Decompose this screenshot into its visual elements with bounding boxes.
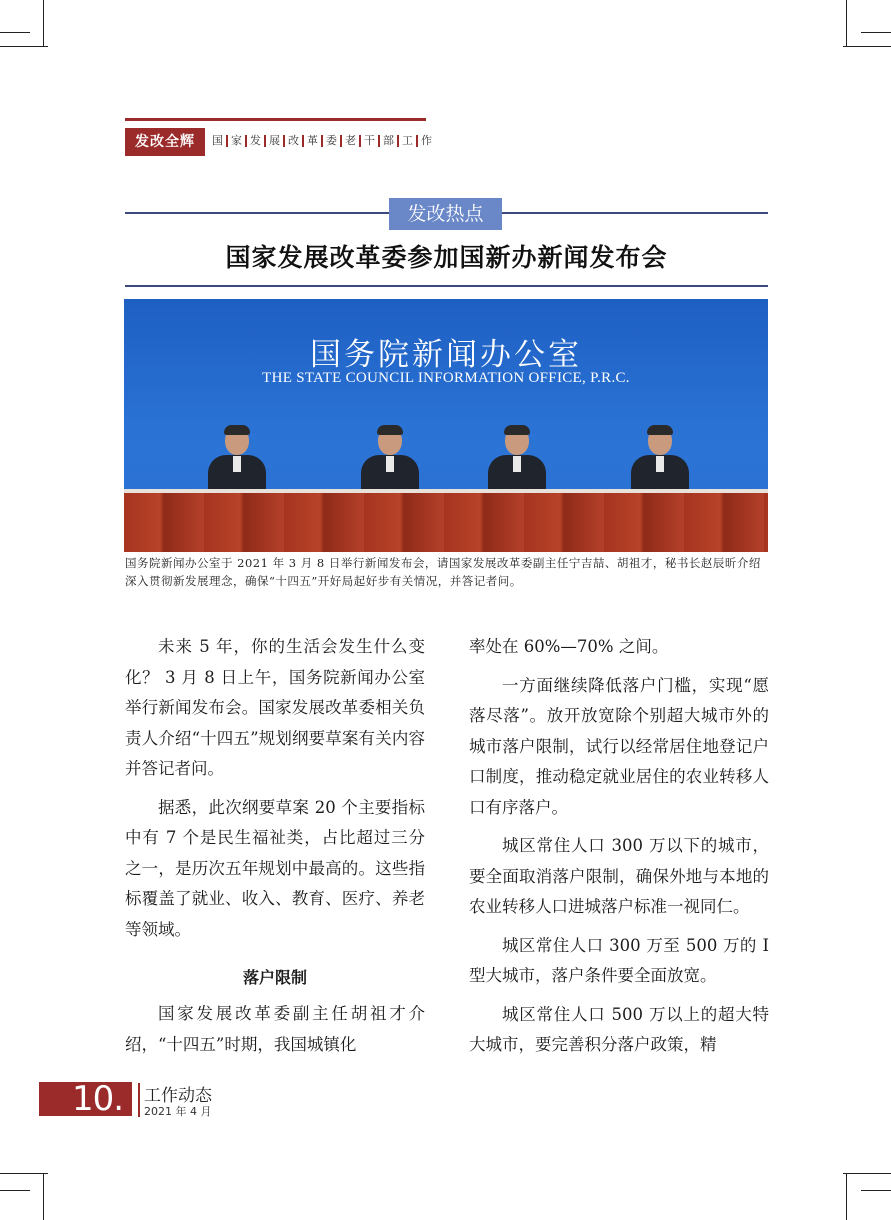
crop-mark — [861, 32, 891, 33]
left-column — [125, 632, 425, 1060]
crumb-char: 发 — [245, 135, 264, 147]
column-name — [210, 135, 435, 147]
crumb-char: 作 — [416, 135, 435, 147]
paragraph: 率处在 60%—70% 之间。 — [469, 637, 669, 656]
crop-mark — [0, 1173, 48, 1174]
brand-logo: 发改全辉 — [125, 128, 205, 156]
title-underline — [125, 285, 768, 287]
footer-section-title: 工作动态 — [144, 1086, 212, 1106]
crumb-char: 革 — [302, 135, 321, 147]
speaker-figure — [361, 427, 419, 493]
speaker-figure — [631, 427, 689, 493]
crumb-char: 改 — [283, 135, 302, 147]
crop-mark — [861, 1190, 891, 1191]
page-number: 10. — [72, 1079, 124, 1119]
footer-date: 2021 年 4 月 — [144, 1105, 212, 1118]
paragraph: 国家发展改革委副主任胡祖才介绍，“十四五”时期，我国城镇化 — [125, 1004, 425, 1054]
photo-caption: 国务院新闻办公室于 2021 年 3 月 8 日举行新闻发布会，请国家发展改革委副主任宁吉喆、胡祖才，秘书长赵辰昕介绍深入贯彻新发展理念，确保“十四五”开好局起好步有关情况，并答记者问。 — [125, 556, 761, 588]
section-rule-left — [125, 212, 389, 214]
crumb-char: 委 — [321, 135, 340, 147]
crop-mark — [846, 0, 847, 47]
paragraph: 未来 5 年，你的生活会发生什么变化？ 3 月 8 日上午，国务院新闻办公室举行新闻发布会。国家发展改革委相关负责人介绍“十四五”规划纲要草案有关内容并答记者问。 — [125, 637, 425, 778]
crumb-char: 展 — [264, 135, 283, 147]
speaker-figure — [208, 427, 266, 493]
crumb-char: 工 — [397, 135, 416, 147]
paragraph: 据悉，此次纲要草案 20 个主要指标中有 7 个是民生福祉类，占比超过三分之一，是历次五年规划中最高的。这些指标覆盖了就业、收入、教育、医疗、养老等领域。 — [125, 797, 425, 939]
crop-mark — [0, 32, 30, 33]
desk-front — [124, 493, 768, 552]
paragraph: 城区常住人口 500 万以上的超大特大城市，要完善积分落户政策，精 — [469, 1004, 769, 1054]
paragraph: 一方面继续降低落户门槛，实现“愿落尽落”。放开放宽除个别超大城市外的城市落户限制，试行以经常居住地登记户口制度，推动稳定就业居住的农业转移人口有序落户。 — [469, 675, 769, 817]
crop-mark — [843, 1173, 891, 1174]
crop-mark — [843, 46, 891, 47]
crop-mark — [43, 1173, 44, 1220]
section-rule-right — [502, 212, 768, 214]
crumb-char: 国 — [212, 134, 223, 147]
speaker-figure — [488, 427, 546, 493]
crumb-char: 老 — [340, 135, 359, 147]
backdrop-sign-english: THE STATE COUNCIL INFORMATION OFFICE, P.R.C. — [262, 370, 630, 386]
crumb-char: 家 — [226, 135, 245, 147]
section-tag: 发改热点 — [389, 198, 502, 230]
header-accent-bar — [125, 118, 426, 121]
article-title: 国家发展改革委参加国新办新闻发布会 — [225, 243, 668, 272]
right-column — [469, 632, 769, 1061]
footer-divider — [138, 1083, 140, 1117]
crop-mark — [43, 0, 44, 47]
crop-mark — [0, 46, 48, 47]
press-conference-photo — [124, 299, 768, 552]
paragraph: 城区常住人口 300 万以下的城市，要全面取消落户限制，确保外地与本地的农业转移人口进城落户标准一视同仁。 — [469, 836, 769, 916]
crumb-char: 部 — [378, 135, 397, 147]
paragraph: 城区常住人口 300 万至 500 万的 I 型大城市，落户条件要全面放宽。 — [469, 935, 769, 985]
section-heading: 落户限制 — [242, 968, 307, 987]
crop-mark — [0, 1190, 30, 1191]
backdrop-sign-chinese: 国务院新闻办公室 — [310, 337, 582, 373]
crumb-char: 干 — [359, 135, 378, 147]
crop-mark — [846, 1173, 847, 1220]
